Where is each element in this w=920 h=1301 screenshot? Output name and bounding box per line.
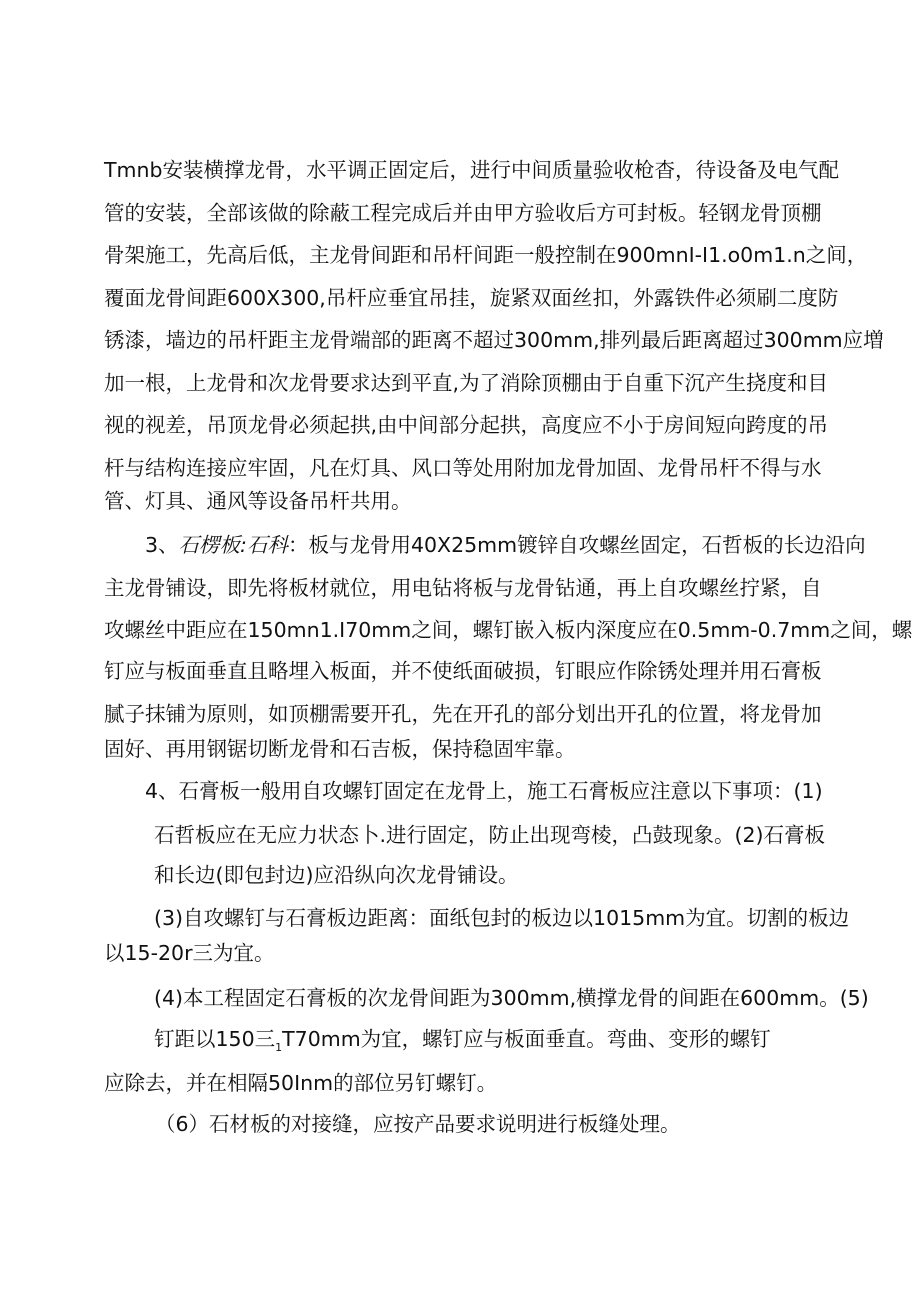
text-line: Tmnb安装横撑龙骨，水平调正固定后，进行中间质量验收枪杳，待设备及电气配 [104, 158, 839, 182]
text-line: 管、灯具、通风等设备吊杆共用。 [104, 489, 412, 513]
text-line: 锈漆，墙边的吊杆距主龙骨端部的距离不超过300mm,排列最后距离超过300mm应増 [104, 328, 884, 352]
text-line: 主龙骨铺设，即先将板材就位，用电钻将板与龙骨钻通，再上自攻螺丝拧紧，自 [104, 576, 822, 600]
text-line: (4)本工程固定石膏板的次龙骨间距为300mm,横撑龙骨的间距在600mm。(5) [154, 986, 869, 1010]
text-line: 以15-20r三为宜。 [104, 941, 275, 965]
text-line: （6）石材板的对接缝，应按产品要求说明进行板缝处理。 [155, 1112, 681, 1136]
text-line: 杆与结构连接应牢固，凡在灯具、风口等处用附加龙骨加固、龙骨吊杆不得与水 [104, 456, 822, 480]
text-line: 腻子抹铺为原则，如顶棚需要开孔，先在开孔的部分划出开孔的位置，将龙骨加 [104, 702, 822, 726]
text-line: 固好、再用钢锯切断龙骨和石吉板，保持稳固牢靠。 [104, 737, 576, 761]
item-heading: 石楞板:石科 [178, 533, 288, 557]
text-line: 钉应与板面垂直且略埋入板面，并不使纸面破损，钉眼应作除锈处理并用石膏板 [104, 659, 822, 683]
subscript: 1 [275, 1041, 283, 1055]
text-line: 覆面龙骨间距600X300,吊杆应垂宜吊挂，旋紧双面丝扣，外露铁件必须刷二度防 [104, 286, 839, 310]
text-line: 石哲板应在无应力状态卜.进行固定，防止出现弯棱，凸鼓现象。(2)石膏板 [154, 823, 826, 847]
text-run: ：板与龙骨用40X25mm镀锌自攻螺丝固定，石哲板的长边沿向 [287, 533, 866, 557]
text-line: (3)自攻螺钉与石膏板边距离：面纸包封的板边以1015mm为宜。切割的板边 [154, 906, 850, 930]
text-line: 骨架施工，先高后低，主龙骨间距和吊杆间距一般控制在900mnI-I1.o0m1.n之间， [104, 243, 868, 267]
text-line: 加一根，上龙骨和次龙骨要求达到平直,为了消除顶棚由于自重下沉产生挠度和目 [104, 371, 829, 395]
text-line: 和长边(即包封边)应沿纵向次龙骨铺设。 [154, 863, 519, 887]
text-line: 管的安装，全部该做的除蔽工程完成后并由甲方验收后方可封板。轻钢龙骨顶棚 [104, 201, 822, 225]
text-line: 应除去，并在相隔50Inm的部位另钉螺钉。 [104, 1071, 498, 1095]
text-run: T70mm为宜，螺钉应与板面垂直。弯曲、变形的螺钉 [282, 1027, 771, 1051]
text-line: 视的视差，吊顶龙骨必须起拱,由中间部分起拱，高度应不小于房间短向跨度的吊 [104, 413, 829, 437]
item-number: 3、 [145, 533, 179, 557]
text-line [154, 1024, 771, 1054]
text-line: 攻螺丝中距应在150mn1.I70mm之间，螺钉嵌入板内深度应在0.5mm-0.7mm之间，螺 [104, 618, 913, 642]
text-run: 钉距以150三 [154, 1027, 276, 1051]
paragraph-start-line [145, 530, 866, 560]
text-line: 4、石膏板一般用自攻螺钉固定在龙骨上，施工石膏板应注意以下事项：(1) [145, 779, 823, 803]
